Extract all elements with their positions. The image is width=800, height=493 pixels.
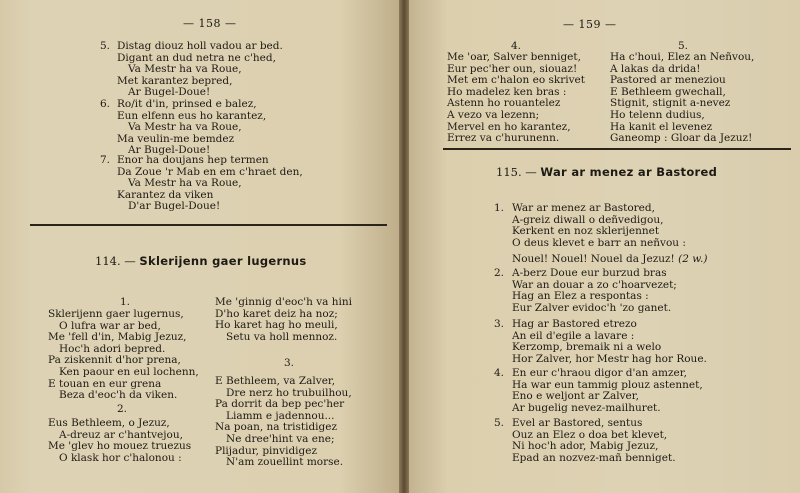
verse-line: Ho madelez ken bras :: [447, 85, 567, 98]
verse-line: D'ho karet deiz ha noz;: [215, 307, 338, 320]
verse-line: Ma veulin-me bemdez: [117, 132, 235, 145]
refrain-text: Nouel! Nouel! Nouel da Jezuz!: [512, 253, 675, 265]
verse-line: Eun elfenn eus ho karantez,: [117, 109, 267, 122]
verse: [494, 418, 676, 464]
verse-line: Met em c'halon eo skrivet: [447, 74, 585, 87]
verse-line: Astenn ho rouantelez: [447, 97, 561, 110]
verse-line: Pastored ar meneziou: [610, 74, 726, 87]
verse-line: Me 'glev ho mouez truezus: [48, 440, 192, 453]
verse-line: Plijadur, pinvidigez: [215, 444, 318, 457]
verse-line: Eur Zalver evidoc'h 'zo ganet.: [512, 301, 672, 314]
hymn-number: 114. —: [95, 254, 136, 268]
hymn-number: 115. —: [496, 165, 537, 179]
verse-line: Hoc'h adori bepred.: [59, 342, 166, 355]
right-page: [409, 0, 800, 493]
verse: [48, 309, 199, 402]
verse-line: O deus klevet e barr an neñvou :: [512, 236, 686, 249]
verse-line: Me 'ginnig d'eoc'h va hini: [215, 296, 352, 308]
verse-line: Kerzomp, bremaik ni a welo: [512, 341, 662, 354]
verse-number: 5.: [677, 40, 689, 52]
verse-line: Ken paour en eul lochenn,: [59, 365, 199, 378]
verse-number: 2.: [494, 267, 505, 279]
verse-line: War ar menez ar Bastored,: [512, 202, 655, 214]
book-gutter: [399, 0, 409, 493]
verse-line: Ouz an Elez o doa bet klevet,: [512, 428, 668, 441]
verse-line: A lakas da drida!: [610, 62, 701, 75]
verse: [494, 268, 677, 314]
verse-line: En eur c'hraou digor d'an amzer,: [512, 367, 687, 379]
verse-line: Ar Bugel-Doue!: [128, 144, 211, 157]
verse-line: Errez va c'hurunenn.: [447, 132, 560, 145]
verse-line: Ro/it d'in, prinsed e balez,: [117, 98, 257, 110]
verse-line: Beza d'eoc'h da viken.: [59, 389, 178, 402]
verse-number: 4.: [494, 367, 505, 379]
verse-line: Va Mestr ha va Roue,: [128, 63, 242, 76]
verse-line: Hor Zalver, hor Mestr hag hor Roue.: [512, 352, 707, 365]
verse-number: 5.: [100, 40, 111, 52]
page-number: — 158 —: [183, 17, 237, 30]
verse-line: Met karantez bepred,: [117, 74, 233, 87]
refrain: [512, 253, 707, 265]
verse-line: Sklerijenn gaer lugernus,: [48, 308, 184, 320]
verse-line: A-dreuz ar c'hantvejou,: [59, 428, 183, 441]
verse-line: N'am zouellint morse.: [226, 456, 344, 469]
verse-number: 4.: [510, 40, 522, 52]
verse-line: O lufra war ar bed,: [59, 319, 161, 332]
verse-line: A-greiz diwall o deñvedigou,: [512, 213, 664, 226]
verse-line: E touan en eur grena: [48, 377, 162, 390]
verse: [48, 418, 191, 464]
verse-line: A-berz Doue eur burzud bras: [512, 267, 667, 279]
verse: [610, 52, 754, 145]
verse-line: Me 'fell d'in, Mabig Jezuz,: [48, 331, 187, 344]
verse-line: Ni hoc'h ador, Mabig Jezuz,: [512, 440, 659, 453]
verse: [100, 155, 303, 213]
verse-line: Setu va holl mennoz.: [226, 330, 338, 343]
hymn-name: Sklerijenn gaer lugernus: [139, 254, 307, 268]
verse-line: Eus Bethleem, o Jezuz,: [48, 417, 170, 429]
verse-number: 1.: [119, 296, 131, 308]
page-number: — 159 —: [563, 18, 617, 31]
verse-line: Eno e weljont ar Zalver,: [512, 390, 639, 403]
verse-line: Pa ziskennit d'hor prena,: [48, 354, 181, 367]
hymn-title: [95, 254, 307, 268]
verse-line: An eil d'egile a lavare :: [512, 329, 635, 342]
verse-line: D'ar Bugel-Doue!: [128, 200, 221, 213]
verse-line: Va Mestr ha va Roue,: [128, 121, 242, 134]
verse-line: Va Mestr ha va Roue,: [128, 177, 242, 190]
verse-line: Ganeomp : Gloar da Jezuz!: [610, 132, 753, 145]
verse-line: Ho karet hag ho meuli,: [215, 319, 338, 332]
verse-line: Enor ha doujans hep termen: [117, 154, 269, 166]
verse-line: Kerkent en noz sklerijennet: [512, 225, 660, 238]
verse-line: Karantez da viken: [117, 188, 214, 201]
verse-line: Hag an Elez a respontas :: [512, 290, 649, 303]
verse-line: Me 'oar, Salver benniget,: [447, 51, 581, 63]
verse: [494, 203, 686, 249]
verse-number: 7.: [100, 154, 111, 166]
verse: [447, 52, 585, 145]
verse-line: Ha war eun tammig plouz astennet,: [512, 378, 703, 391]
verse: [100, 99, 266, 157]
verse-line: Pa dorrit da bep pec'her: [215, 398, 345, 411]
verse-line: Stignit, stignit a-nevez: [610, 97, 731, 110]
section-divider: [30, 224, 387, 226]
verse-number: 2.: [116, 403, 128, 415]
verse-line: Da Zoue 'r Mab en em c'hraet den,: [117, 165, 303, 178]
verse: [215, 297, 352, 343]
verse: [494, 368, 703, 414]
section-divider: [443, 148, 791, 150]
verse-line: A vezo va lezenn;: [447, 108, 540, 121]
verse-line: War an douar a zo c'hoarvezet;: [512, 278, 677, 291]
verse-line: Digant an dud netra ne c'hed,: [117, 51, 276, 64]
hymn-title: [496, 165, 717, 179]
verse-number: 5.: [494, 417, 505, 429]
verse: [494, 319, 707, 365]
verse: [215, 376, 352, 469]
verse-line: Distag diouz holl vadou ar bed.: [117, 40, 283, 52]
verse-line: Ho telenn dudius,: [610, 108, 705, 121]
verse-line: Ha c'houi, Elez an Neñvou,: [610, 51, 755, 63]
left-page: [0, 0, 399, 493]
verse-line: Ne dree'hint va ene;: [226, 432, 335, 445]
verse-line: Evel ar Bastored, sentus: [512, 417, 643, 429]
verse: [100, 41, 283, 99]
verse-number: 1.: [494, 202, 505, 214]
verse-line: Eur pec'her oun, siouaz!: [447, 62, 578, 75]
verse-number: 6.: [100, 98, 111, 110]
verse-line: O klask hor c'halonou :: [59, 451, 182, 464]
verse-line: Liamm e jadennou...: [226, 409, 335, 422]
verse-line: E Bethleem gwechall,: [610, 85, 726, 98]
verse-line: Ar Bugel-Doue!: [128, 86, 211, 99]
verse-line: Ar bugelig nevez-mailhuret.: [512, 401, 661, 414]
verse-line: Hag ar Bastored etrezo: [512, 318, 637, 330]
verse-line: Ha kanit el levenez: [610, 120, 713, 133]
verse-line: E Bethleem, va Zalver,: [215, 375, 336, 387]
verse-number: 3.: [494, 318, 505, 330]
verse-line: Mervel en ho karantez,: [447, 120, 571, 133]
verse-number: 3.: [283, 357, 295, 369]
verse-line: Epad an nozvez-mañ benniget.: [512, 451, 676, 464]
refrain-repeat-note: (2 w.): [678, 253, 708, 265]
verse-line: Na poan, na tristidigez: [215, 421, 337, 434]
hymn-name: War ar menez ar Bastored: [540, 165, 718, 179]
verse-line: Dre nerz ho trubuilhou,: [226, 386, 352, 399]
